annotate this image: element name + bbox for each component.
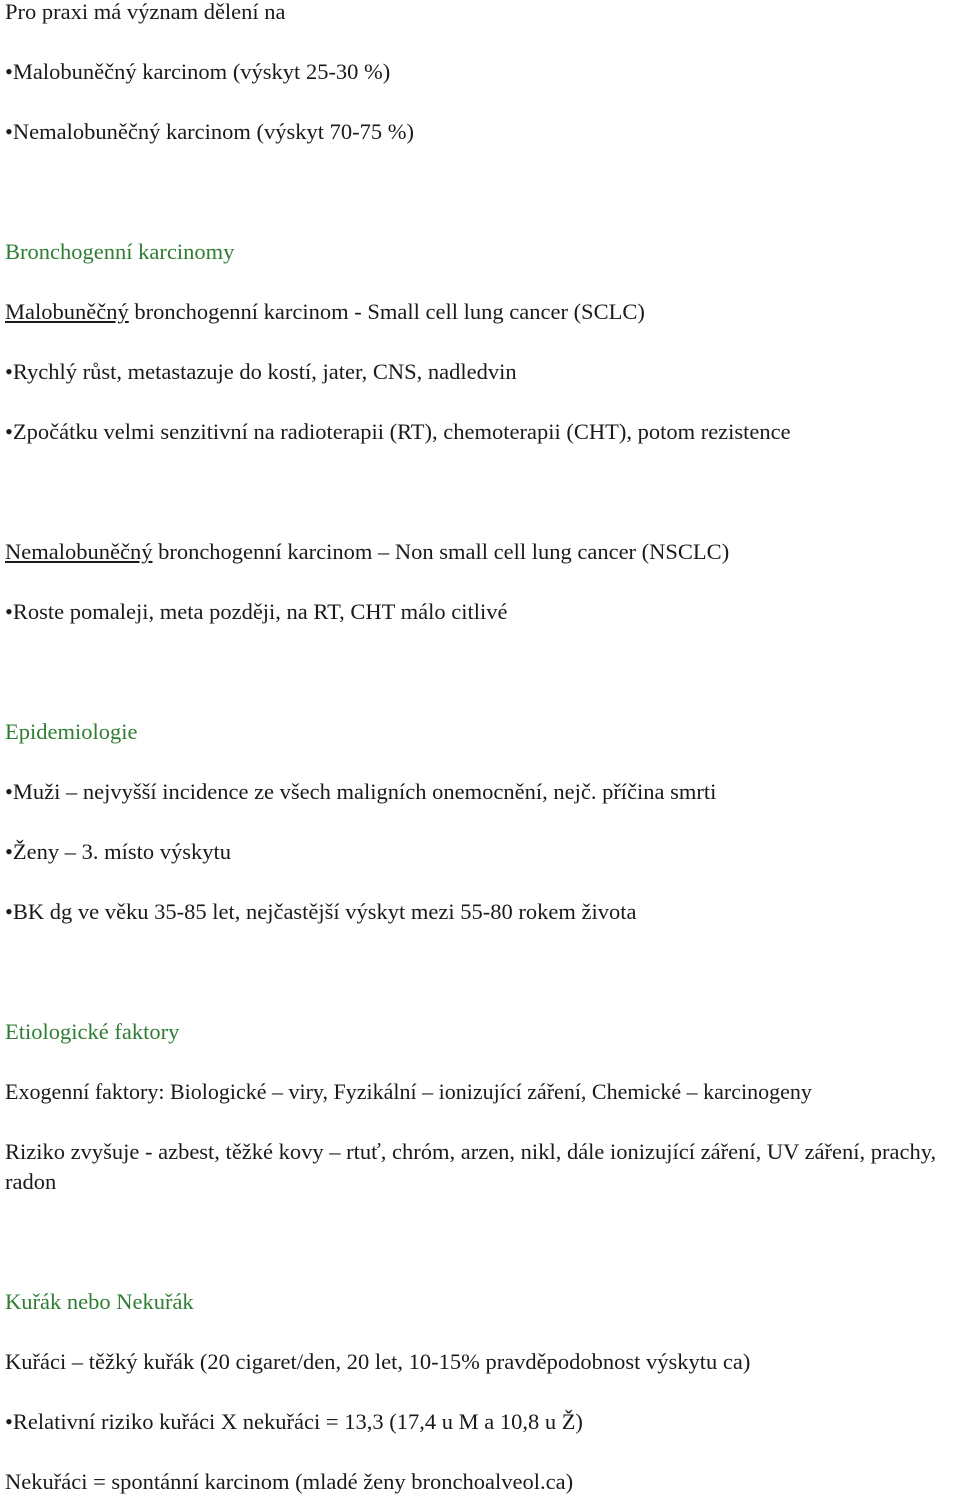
sclc-description: bronchogenní karcinom - Small cell lung cancer (SCLC) — [128, 299, 645, 324]
section-heading-smoking: Kuřák nebo Nekuřák — [5, 1289, 194, 1314]
list-item-sclc-sensitivity: •Zpočátku velmi senzitivní na radioterapii (RT), chemoterapii (CHT), potom rezistence — [5, 419, 791, 444]
list-item-sclc-share: •Malobuněčný karcinom (výskyt 25-30 %) — [5, 59, 391, 84]
nonsmokers-text: Nekuřáci = spontánní karcinom (mladé ženy bronchoalveol.ca) — [5, 1469, 574, 1494]
sclc-definition — [5, 297, 645, 327]
nsclc-description: bronchogenní karcinom – Non small cell lung cancer (NSCLC) — [152, 539, 730, 564]
list-item-nsclc-share: •Nemalobuněčný karcinom (výskyt 70-75 %) — [5, 119, 415, 144]
smokers-text: Kuřáci – těžký kuřák (20 cigaret/den, 20 let, 10-15% pravděpodobnost výskytu ca) — [5, 1349, 751, 1374]
risk-factors: Riziko zvyšuje - azbest, těžké kovy – rtuť, chróm, arzen, nikl, dále ionizující záření, UV záření, prachy, radon — [5, 1139, 937, 1194]
sclc-term: Malobuněčný — [5, 299, 129, 324]
nsclc-definition — [5, 537, 729, 567]
exogenous-factors: Exogenní faktory: Biologické – viry, Fyzikální – ionizující záření, Chemické – karcinogeny — [5, 1079, 812, 1104]
list-item-nsclc-growth: •Roste pomaleji, meta později, na RT, CHT málo citlivé — [5, 599, 508, 624]
nsclc-term: Nemalobuněčný — [5, 539, 153, 564]
list-item-sclc-growth: •Rychlý růst, metastazuje do kostí, jater, CNS, nadledvin — [5, 359, 517, 384]
section-heading-etiology: Etiologické faktory — [5, 1019, 180, 1044]
list-item-men: •Muži – nejvyšší incidence ze všech maligních onemocnění, nejč. příčina smrti — [5, 779, 717, 804]
list-item-age: •BK dg ve věku 35-85 let, nejčastější výskyt mezi 55-80 rokem života — [5, 899, 637, 924]
intro-text: Pro praxi má význam dělení na — [5, 0, 286, 24]
list-item-women: •Ženy – 3. místo výskytu — [5, 839, 231, 864]
section-heading-epidemiology: Epidemiologie — [5, 719, 138, 744]
section-heading-bronchogenic: Bronchogenní karcinomy — [5, 239, 235, 264]
list-item-relative-risk: •Relativní riziko kuřáci X nekuřáci = 13,3 (17,4 u M a 10,8 u Ž) — [5, 1409, 583, 1434]
